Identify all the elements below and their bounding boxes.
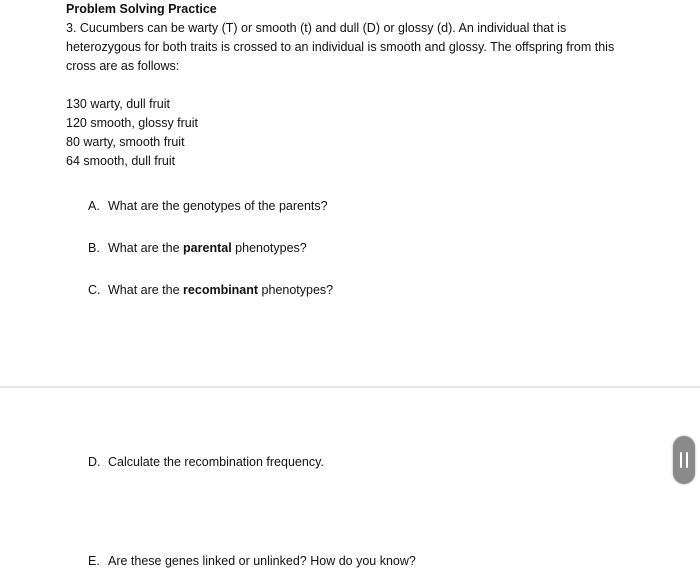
offspring-item: 80 warty, smooth fruit — [66, 135, 185, 149]
question-text: Are these genes linked or unlinked? How do you know? — [108, 554, 416, 568]
intro-line: cross are as follows: — [66, 59, 180, 73]
question-a — [88, 197, 328, 216]
question-text: What are the genotypes of the parents? — [108, 199, 328, 213]
question-text: What are the — [108, 283, 184, 297]
question-text: phenotypes? — [231, 241, 307, 255]
question-letter: D. — [88, 455, 101, 469]
question-c — [88, 281, 333, 300]
question-emphasis: parental — [183, 241, 232, 255]
question-b — [88, 239, 307, 258]
question-letter: C. — [88, 283, 101, 297]
question-text: phenotypes? — [258, 283, 334, 297]
question-text: Calculate the recombination frequency. — [108, 455, 324, 469]
scroll-handle[interactable] — [673, 436, 695, 484]
question-emphasis: recombinant — [183, 283, 259, 297]
intro-line: 3. Cucumbers can be warty (T) or smooth (t) and dull (D) or glossy (d). An individual that is — [66, 21, 567, 35]
question-d — [88, 453, 324, 472]
question-letter: E. — [88, 554, 100, 568]
question-e — [88, 552, 416, 571]
page-divider — [0, 386, 700, 388]
intro-line: heterozygous for both traits is crossed to an individual is smooth and glossy. The offspring from this — [66, 40, 615, 54]
offspring-item: 120 smooth, glossy fruit — [66, 116, 199, 130]
offspring-item: 64 smooth, dull fruit — [66, 154, 176, 168]
offspring-item: 130 warty, dull fruit — [66, 97, 170, 111]
question-letter: A. — [88, 199, 100, 213]
question-letter: B. — [88, 241, 100, 255]
question-text: What are the — [108, 241, 184, 255]
problem-heading: Problem Solving Practice — [66, 2, 217, 16]
